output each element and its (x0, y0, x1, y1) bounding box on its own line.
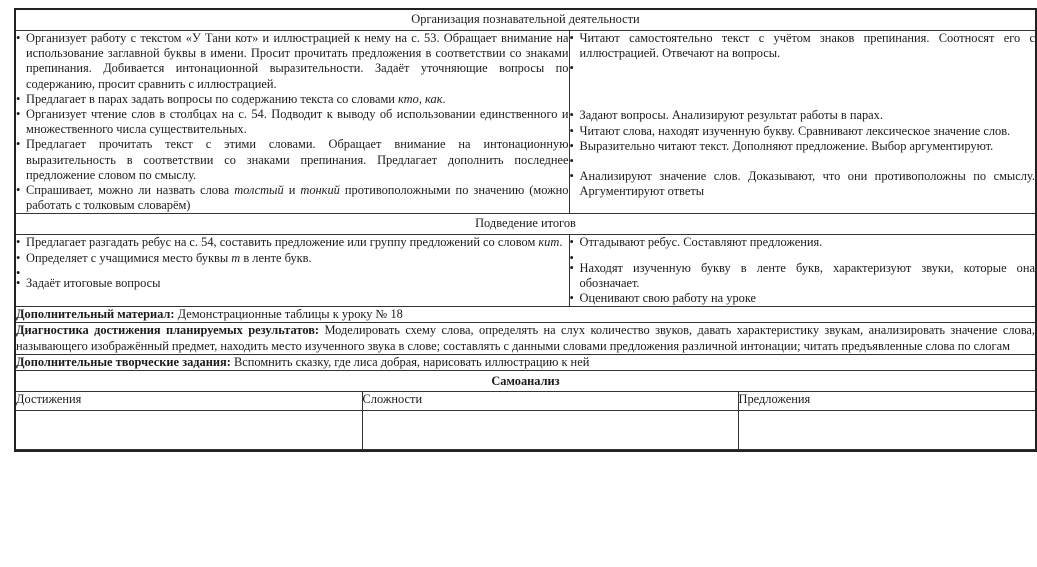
student-item-4: • Выразительно читают текст. Дополняют предложение. Выбор аргументируют. (570, 139, 1036, 154)
teacher-item-5: • Спрашивает, можно ли назвать слова толстый и тонкий противоположными по значению (можно работать с толковым словарём) (16, 183, 569, 213)
summary-teacher-item-2: • Определяет с учащимися место буквы т в ленте букв. (16, 251, 569, 266)
student-item-1: • Читают самостоятельно текст с учётом знаков препинания. Соотносят его с иллюстрацией. Отвечают на вопросы. (570, 31, 1036, 61)
spacer (570, 154, 1036, 169)
summary-teacher-cell (15, 235, 569, 307)
extra-material-text: Демонстрационные таблицы к уроку № 18 (177, 307, 403, 322)
spacer (570, 251, 1036, 261)
summary-teacher-item-3: • Задаёт итоговые вопросы (16, 276, 569, 291)
diagnostics-row (15, 323, 1036, 354)
creative-tasks-row (15, 354, 1036, 370)
column-difficulties: Сложности (362, 392, 738, 411)
self-analysis-table (16, 391, 1037, 450)
summary-student-item-2: • Находят изученную букву в ленте букв, характеризуют звуки, которые она обозначает. (570, 261, 1036, 291)
section-title-cognitive-activity: Организация познавательной деятельности (15, 9, 1036, 31)
student-item-3: • Читают слова, находят изученную букву. Сравнивают лексическое значение слов. (570, 124, 1036, 139)
summary-student-cell (569, 235, 1036, 307)
self-analysis-title: Самоанализ (491, 374, 560, 389)
teacher-activity-cell (15, 31, 569, 214)
creative-tasks-text: Вспомнить сказку, где лиса добрая, нарисовать иллюстрацию к ней (233, 354, 590, 369)
diagnostics-text: Моделировать схему слова, определять на слух количество звуков, давать характеристику звукам, анализировать значение слова, называющего изображённый предмет, находить место изученного звука в слове; составлять с данными словами предложения различной интонации; читать предъявленные слова по слогам (16, 323, 1035, 353)
lesson-plan-table (14, 8, 1037, 452)
self-analysis-block (15, 371, 1036, 452)
achievements-entry[interactable] (16, 411, 362, 450)
summary-teacher-item-1: • Предлагает разгадать ребус на с. 54, составить предложение или группу предложений со словом кит. (16, 235, 569, 250)
teacher-item-4: • Предлагает прочитать текст с этими словами. Обращает внимание на интонационную выразительность в соответствии со знаками препинания. Предлагает дополнить последнее предложение словом по смыслу. (16, 137, 569, 183)
creative-tasks-label: Дополнительные творческие задания: (16, 354, 231, 369)
spacer (570, 61, 1036, 108)
student-item-5: • Анализируют значение слов. Доказывают, что они противоположны по смыслу. Аргументируют ответы (570, 169, 1036, 199)
extra-material-label: Дополнительный материал: (16, 307, 175, 322)
column-achievements: Достижения (16, 392, 362, 411)
lesson-plan-page (14, 8, 1035, 556)
summary-student-item-3: • Оценивают свою работу на уроке (570, 291, 1036, 306)
spacer (16, 266, 569, 276)
student-activity-cell (569, 31, 1036, 214)
section-title-summary: Подведение итогов (15, 214, 1036, 235)
teacher-item-1: • Организует работу с текстом «У Тани кот» и иллюстрацией к нему на с. 53. Обращает внимание на использование заглавной буквы в имени. Просит прочитать предложения в соответствии со знаками препинания. Добивается интонационной выразительности. Задаёт уточняющие вопросы по содержанию, просит сравнить с иллюстрацией. (16, 31, 569, 92)
summary-student-item-1: • Отгадывают ребус. Составляют предложения. (570, 235, 1036, 250)
teacher-item-3: • Организует чтение слов в столбцах на с. 54. Подводит к выводу об использовании единственного и множественного числа существительных. (16, 107, 569, 137)
teacher-item-2: • Предлагает в парах задать вопросы по содержанию текста со словами кто, как. (16, 92, 569, 107)
student-item-2: • Задают вопросы. Анализируют результат работы в парах. (570, 108, 1036, 123)
difficulties-entry[interactable] (362, 411, 738, 450)
diagnostics-label: Диагностика достижения планируемых результатов: (16, 323, 320, 338)
extra-material-row (15, 307, 1036, 323)
suggestions-entry[interactable] (738, 411, 1037, 450)
column-suggestions: Предложения (738, 392, 1037, 411)
